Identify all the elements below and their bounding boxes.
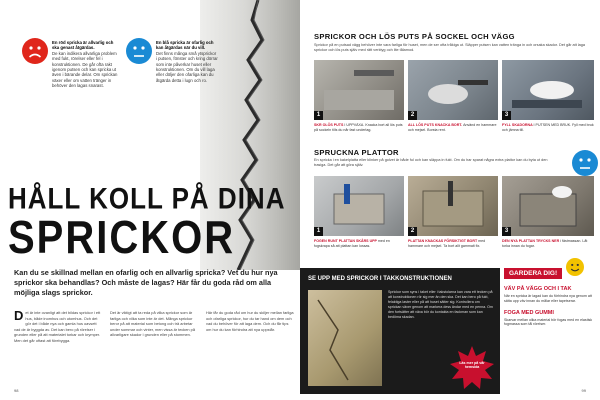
step3-number: 3: [502, 111, 511, 120]
step5-caption-text: med hammare och mejsel. Ta bort allt gammalt fix.: [408, 239, 486, 248]
step4-number: 1: [314, 227, 323, 236]
headline-line-2: SPRICKOR: [8, 212, 236, 264]
page-number-right: 99: [581, 388, 586, 393]
step5-caption-bold: PLATTAN KNACKAS FÖRSIKTIGT BORT: [408, 239, 479, 243]
step2-caption-bold: ALL LÖS PUTS KNACKA BORT.: [408, 123, 464, 127]
side-heading-2: FOGA MED GUMMI: [504, 309, 554, 316]
burst-text: Läs mer på vår hemsida: [459, 361, 485, 370]
side-text-1: När en spricka är lagad kan du förhindra nya genom att sätta upp väv innan du målar eller tapetserar.: [504, 294, 592, 303]
neutral-face-icon-right: [572, 150, 598, 176]
step3-caption-bold: FYLL SKADORNA: [502, 123, 534, 127]
step2-number: 2: [408, 111, 417, 120]
step5-caption: [408, 239, 498, 248]
tip-ok-title: En blå spricka är ofarlig och kan åtgärdas när du vill.: [156, 40, 214, 51]
section1-intro: Sprickor på en putsad vägg behöver inte vara farliga för huset, men de ser ofta tråkiga ut. Släpper putsen kan vatten tränga in och orsaka skador. Det går att laga sprickor och lös puts själv med rätt verktyg och lite tålamod.: [314, 43, 586, 52]
tip-bad-title: En röd spricka är allvarlig och ska genast åtgärdas.: [52, 40, 114, 51]
step2-caption: [408, 123, 498, 132]
body-column-1: [14, 310, 102, 344]
step6-number: 3: [502, 227, 511, 236]
headline-line-1: HÅLL KOLL PÅ DINA: [8, 180, 286, 216]
step6-photo: [502, 176, 594, 236]
tip-ok-text: Det finns många små ytsprickor i putsen, fönster och kring dörrar som inte påverkar huset eller konstruktionen. Om du vill laga eller döljer den ofarliga kan du åtgärda detta i lugn och ro.: [156, 50, 218, 83]
step1-caption: [314, 123, 404, 132]
section1-title: SPRICKOR OCH LÖS PUTS PÅ SOCKEL OCH VÄGG: [314, 32, 515, 41]
page-number-left: 98: [14, 388, 19, 393]
dropcap: D: [14, 308, 24, 323]
step6-caption-text: i fästmassan. Låt torka innan du fogar.: [502, 239, 588, 248]
step6-caption: [502, 239, 594, 248]
lead-paragraph: Kan du se skillnad mellan en ofarlig och en allvarlig spricka? Vet du hur nya sprickor ska behandlas? Och måste de lagas? Här får du goda råd om alla möjliga slags sprickor.: [14, 268, 278, 297]
headline: [8, 180, 298, 264]
step3-caption: [502, 123, 594, 132]
step4-photo: [314, 176, 404, 236]
neutral-face-icon: [126, 38, 152, 64]
step5-number: 2: [408, 227, 417, 236]
sad-face-icon: [22, 38, 48, 64]
section2-intro: En spricka i en kakelplatta eller klinker på golvet är både ful och kan släppa in fukt. Om du har sparat några extra plattor kan du byta ut den trasiga. Det går att göra själv.: [314, 158, 548, 167]
step5-photo: [408, 176, 498, 236]
step3-caption-text: I PUTSEN MED BRUK. Fyll med bruk och jämna till.: [502, 123, 594, 132]
roof-warning-text: Sprickor som syns i taket eller i takstolarna kan vara ett tecken på att konstruktionen rör sig mer än den ska. Det kan bero på fukt, felaktiga laster eller på att huset sätter sig. Kontrollera om sprickan växer genom att markera dess ändar med en penna. Om den fortsätter att växa bör du kontakta en fackman som kan bedöma skadan.: [388, 290, 493, 319]
step2-caption-text: Använd en hammare och mejsel. Borsta rent.: [408, 123, 497, 132]
side-text-2: Skarvar mellan olika material bör fogas med en elastisk fogmassa som tål rörelser.: [504, 317, 593, 327]
tip-bad-text: De kan indikera allvarliga problem med fukt, rörelser eller fel i konstruktionen. De går ofta rakt igenom putsen och kan spricka ut även i bärande delar. Om sprickan växer eller om vatten tränger in behöver den lagas snarast.: [52, 50, 118, 89]
smiley-icon: [566, 258, 584, 276]
side-heading-1: VÄV PÅ VÄGG OCH I TAK: [504, 286, 572, 292]
step4-caption-bold: FOGEN RUNT PLATTAN SKÅRS UPP: [314, 239, 378, 243]
step3-photo: [502, 60, 594, 120]
gardera-badge: GARDERA DIG!: [504, 268, 562, 279]
step1-caption-text: I UPPVÄXA. Knacka bort all lös puts på sockeln tills du når fast underlag.: [314, 123, 403, 132]
step1-caption-bold: SKR OLÖS PUTS: [314, 123, 345, 127]
read-more-burst[interactable]: [450, 346, 494, 390]
roof-photo: [308, 290, 382, 386]
section2-title: SPRUCKNA PLATTOR: [314, 148, 399, 157]
roof-warning-title: SE UPP MED SPRICKOR I TAKKONSTRUKTIONEN: [308, 276, 452, 282]
step4-caption-text: med en fogskrapa så att plattan kan lossas.: [314, 239, 390, 248]
body-column-1-text: et är inte ovanligt att det bildas sprickor i ett hus, både inomhus och utomhus. Och det gör det i både nya och gamla hus oavsett vad de är byggda av. Det kan bero på rörelser i grunden eller på att materialet torkar och krymper. Men det går oftast att förebygga.: [14, 310, 101, 343]
step4-caption: [314, 239, 404, 248]
step2-photo: [408, 60, 498, 120]
body-text: [14, 310, 294, 344]
step1-number: 1: [314, 111, 323, 120]
tip-bad-crack: [52, 40, 120, 89]
step6-caption-bold: DEN NYA PLATTAN TRYCKS NER: [502, 239, 561, 243]
step1-photo: [314, 60, 404, 120]
tip-ok-crack: [156, 40, 218, 83]
roof-warning-box: [300, 268, 500, 394]
body-column-2: Det är viktigt att ta reda på vilka sprickor som är farliga och vilka som inte är det. Många sprickor beror på att material som betong och trä arbetar under sommar och vinter, men vissa är tecken på allvarligare skador i grunden eller på stommen.: [110, 310, 195, 338]
body-column-3: Här får du goda råd om hur du skiljer mellan farliga och ofarliga sprickor, hur du tar hand om dem och vad du behöver för att laga dem. Och du får tips om hur du kan förhindra att nya uppstår.: [206, 310, 294, 332]
